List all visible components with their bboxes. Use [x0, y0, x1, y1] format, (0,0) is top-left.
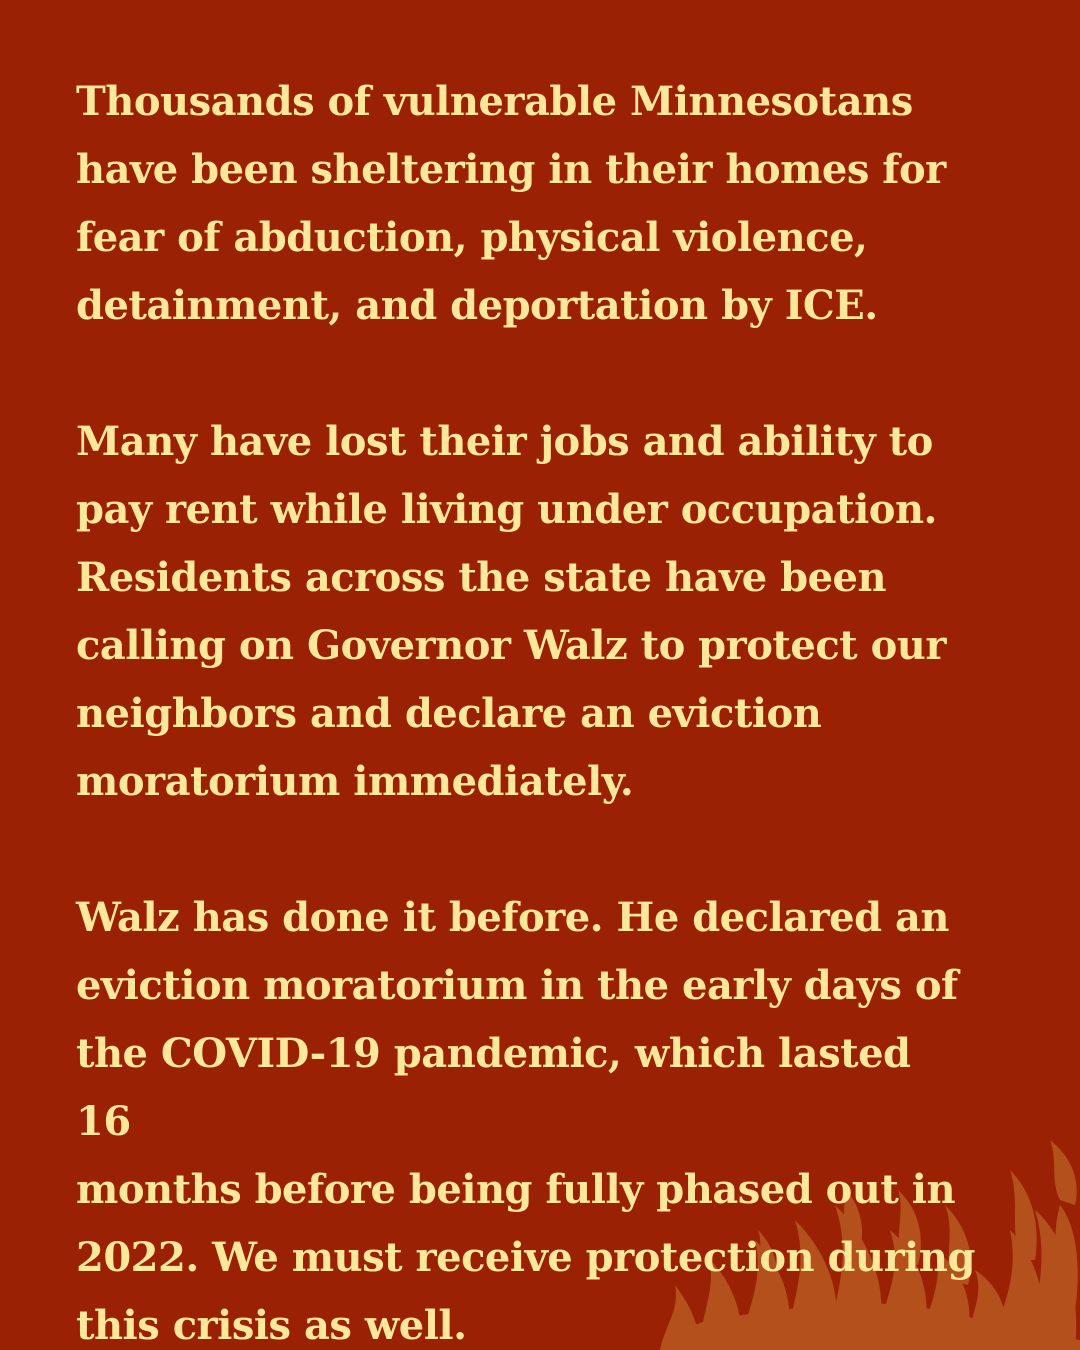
- paragraph-eviction-call: Many have lost their jobs and ability to pay rent while living under occupation. Residents across the state have been calling on Governor Walz to protect our neighbors and declare an eviction moratorium immediately.: [76, 418, 946, 805]
- paragraph-precedent: Walz has done it before. He declared an eviction moratorium in the early days of the COVID-19 pandemic, which lasted 16 months before being fully phased out in 2022. We must receive protection during this crisis as well.: [76, 894, 975, 1349]
- body-text: [76, 68, 976, 1350]
- paragraph-sheltering: Thousands of vulnerable Minnesotans have been sheltering in their homes for fear of abduction, physical violence, detainment, and deportation by ICE.: [76, 78, 946, 329]
